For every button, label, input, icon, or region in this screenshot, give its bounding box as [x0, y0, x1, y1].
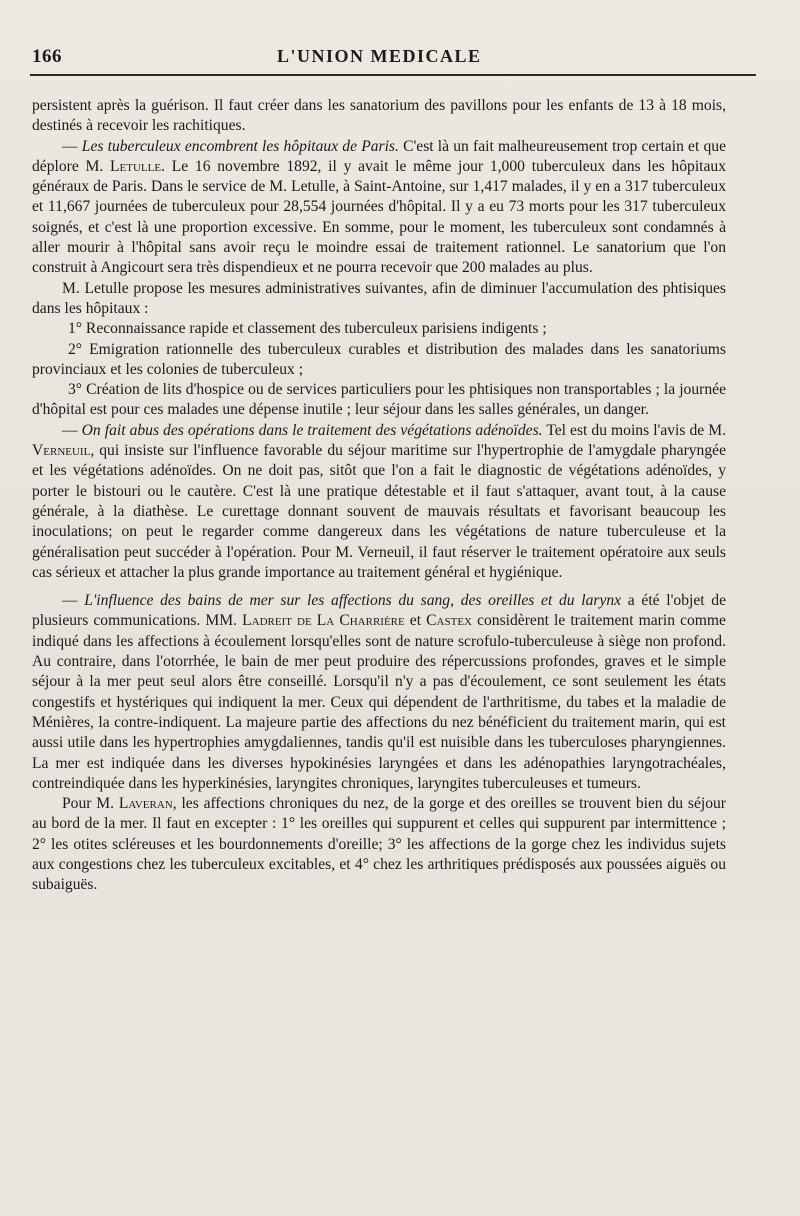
paragraph-vegetations: [32, 421, 726, 583]
section-lead: Les tuberculeux encombrent les hôpitaux de Paris.: [81, 137, 399, 155]
list-item: 2° Emigration rationnelle des tuberculeux curables et distribution des malades dans les sanatoriums provinciaux et les colonies de tuberculeux ;: [32, 340, 726, 378]
dash: —: [62, 592, 85, 610]
page-number: 166: [32, 46, 62, 67]
dash: —: [62, 421, 82, 439]
paragraph-laveran: [32, 794, 726, 895]
author-name: Laveran: [118, 795, 173, 813]
paragraph-text: considèrent le traitement marin comme indiqué dans les affections à écoulement lorsqu'elles sont de nature scrofulo-tuberculeuse à siège non profond. Au contraire, dans l'otorrhée, le bain de mer peut produire des répercussions profondes, graves et le simple séjour à la mer peut seul alors être conseillé. Lorsqu'il n'y a pas d'écoulement, ce sont seulement les états congestifs et hystériques qui indiquent la mer. Ceux qui dépendent de l'arthritisme, du tabes et la maladie de Ménières, la contre-indiquent. La majeure partie des affections du nez bénéficient du traitement marin, qui est aussi utile dans les hypertrophies amygdaliennes, tandis qu'il est nuisible dans les tuberculoses pharyngiennes. La mer est indiquée dans les diverses hypokinésies laryngées et dans les adénopathies laryngotrachéales, contreindiquée dans les hyperkinésies, laryngites chroniques, laryngites tuberculeuses et tumeurs.: [32, 612, 726, 792]
author-name: Verneuil: [32, 442, 91, 460]
section-lead: On fait abus des opérations dans le traitement des végétations adénoïdes.: [81, 421, 543, 439]
paragraph-mesures: M. Letulle propose les mesures administratives suivantes, afin de diminuer l'accumulation des phtisiques dans les hôpitaux :: [32, 279, 726, 317]
paragraph-text: C'est là un fait malheureusement trop certain et que déplore M.: [32, 137, 726, 175]
author-name: Letulle: [110, 157, 162, 175]
paragraph-bains-de-mer: [32, 591, 726, 794]
paragraph-text: , les affections chroniques du nez, de la gorge et des oreilles se trouvent bien du séjour au bord de la mer. Il faut en excepter : 1° les oreilles qui suppurent et celles qui suppurent par intermittence ; 2° les otites scléreuses et les bourdonnements d'oreille; 3° les affections de la gorge chez les individus sujets aux congestions chez les tuberculeux excitables, et 4° chez les arthritiques prédisposés aux poussées aiguës ou subaiguës.: [32, 795, 726, 894]
author-name: Ladreit de La Charrière: [242, 612, 405, 630]
dash: —: [62, 137, 82, 155]
paragraph-text: Tel est du moins l'avis de M.: [542, 421, 727, 439]
journal-title: L'UNION MEDICALE: [277, 46, 482, 66]
paragraph-text: et: [404, 612, 427, 630]
running-header: [32, 42, 752, 72]
paragraph-text: . Le 16 novembre 1892, il y avait le même jour 1,000 tuberculeux dans les hôpitaux généraux de Paris. Dans le service de M. Letulle, à Saint-Antoine, sur 1,417 malades, il y en a 317 tuberculeux et 11,667 journées de tuberculeux pour 28,554 journées d'hôpital. Il y a eu 73 morts pour les 317 tuberculeux soignés, et c'est là une proportion excessive. En somme, pour le moment, les tuberculeux sont condamnés à aller mourir à l'hôpital sans avoir reçu le moindre essai de traitement rationnel. Le sanatorium que l'on construit à Angicourt sera très dispendieux et ne pourra recevoir que 200 malades au plus.: [32, 157, 726, 277]
paragraph-continuation: persistent après la guérison. Il faut créer dans les sanatorium des pavillons pour les enfants de 13 à 18 mois, destinés à recevoir les rachitiques.: [32, 97, 726, 135]
header-rule: [30, 74, 756, 76]
paragraph-tuberculeux: [32, 137, 726, 279]
list-item: 3° Création de lits d'hospice ou de services particuliers pour les phtisiques non transportables ; la journée d'hôpital est pour ces malades une dépense inutile ; leur séjour dans les salles générales, un danger.: [32, 381, 726, 419]
paragraph-text: a été l'objet de plusieurs communications. MM.: [32, 592, 726, 630]
section-lead: L'influence des bains de mer sur les affections du sang, des oreilles et du larynx: [84, 592, 622, 610]
list-item: 1° Reconnaissance rapide et classement des tuberculeux parisiens indigents ;: [68, 320, 547, 338]
author-name: Castex: [426, 612, 472, 630]
paragraph-text: Pour M.: [62, 795, 119, 813]
article-body: [32, 96, 726, 896]
paragraph-text: , qui insiste sur l'influence favorable du séjour maritime sur l'hypertrophie de l'amygdale pharyngée et les végétations adénoïdes. On ne doit pas, sitôt que l'on a fait le diagnostic de végétations adénoïdes, y porter le bistouri ou le cautère. C'est là une pratique détestable et il faut s'attaquer, avant tout, à la cause générale, à la diathèse. Le curettage donnant souvent de mauvais résultats et favorisant beaucoup les inoculations; on peut le regarder comme dangereux dans les végétations de nature tuberculeuse et la généralisation peut succéder à l'opération. Pour M. Verneuil, il faut réserver le traitement opératoire aux seuls cas sérieux et attacher la plus grande importance au traitement général et hygiénique.: [32, 442, 726, 581]
